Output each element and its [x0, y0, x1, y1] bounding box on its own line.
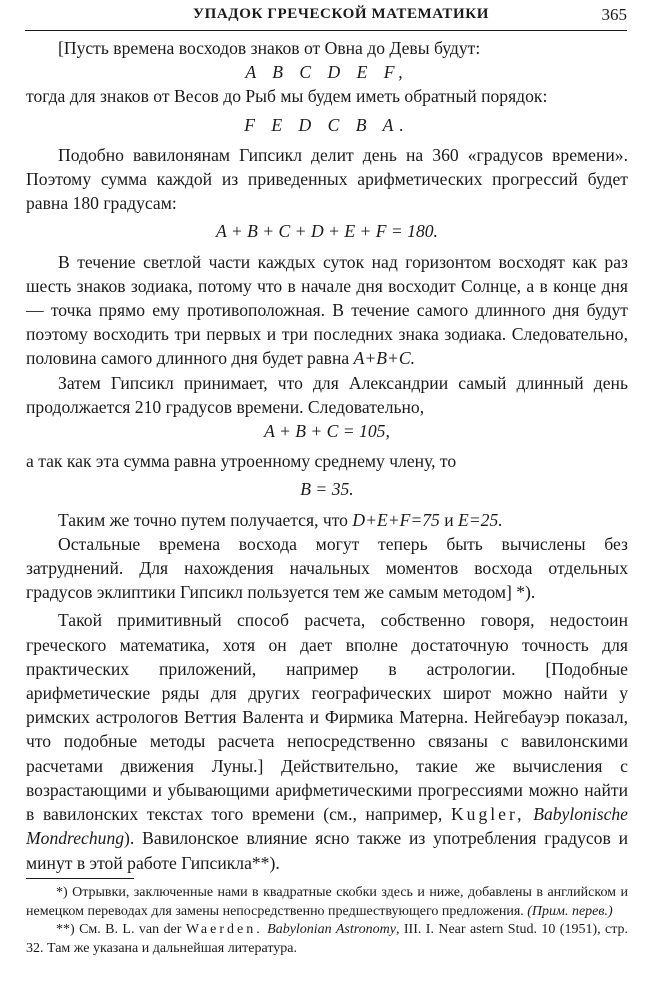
header-rule — [25, 30, 627, 31]
footnote-2-text: **) См. B. L. van der — [56, 922, 182, 938]
running-title: УПАДОК ГРЕЧЕСКОЙ МАТЕМАТИКИ — [193, 6, 490, 22]
footnote-2-title: Babylonian Astronomy — [267, 922, 396, 938]
paragraph-7-formula-1: D+E+F=75 — [352, 509, 440, 530]
footnote-2 — [26, 921, 628, 958]
paragraph-7 — [26, 508, 628, 532]
paragraph-4 — [26, 250, 628, 371]
footnote-1-text: *) Отрывки, заключенные нами в квадратные скобки здесь и ниже, добавлены в английском и немецком переводах для замены непосредственно предшествующего предложения. — [26, 885, 628, 919]
paragraph-7-and: и — [444, 509, 454, 530]
paragraph-2: тогда для знаков от Весов до Рыб мы будем иметь обратный порядок: — [26, 86, 548, 107]
footnote-2-author: Waerden. — [185, 922, 263, 938]
footnote-1 — [26, 884, 628, 921]
footnote-1-note: (Прим. перев.) — [527, 903, 613, 919]
paragraph-6: а так как эта сумма равна утроенному среднему члену, то — [26, 451, 457, 472]
paragraph-9-title: Babylonische Mondrechung — [26, 804, 628, 849]
formula-sequence-forward: A B C D E F, — [245, 62, 409, 83]
paragraph-9-end: ). Вавилонское влияние ясно также из употребления градусов и минут в этой работе Гипсикла**). — [26, 828, 628, 873]
page-header — [0, 4, 645, 28]
paragraph-4-text: В течение светлой части каждых суток над горизонтом восходят как раз шесть знаков зодиака, потому что в начале дня восходит Солнце, а в конце дня — точка прямо ему противоположная. В течение самого длинного дня будут поэтому восходить три первых и три последних знака зодиака. Следовательно, половина самого длинного дня будет равна — [26, 251, 628, 369]
main-text — [26, 36, 628, 875]
paragraph-1: [Пусть времена восходов знаков от Овна до Девы будут: — [58, 38, 481, 58]
paragraph-4-formula: A+B+C. — [353, 348, 415, 369]
paragraph-9 — [26, 608, 628, 874]
paragraph-3: Подобно вавилонянам Гипсикл делит день на 360 «градусов времени». Поэтому сумма каждой из приведенных арифметических прогрессий будет равна 180 градусам: — [26, 144, 628, 214]
formula-sequence-reverse: F E D C B A. — [244, 114, 410, 135]
footnote-rule — [26, 878, 134, 879]
footnotes — [26, 884, 628, 958]
page-number: 365 — [601, 5, 627, 24]
paragraph-7-formula-2: E=25. — [458, 509, 503, 530]
paragraph-9-text: Такой примитивный способ расчета, собственно говоря, недостоин греческого математика, хотя он дает вполне достаточную точность для практических приложений, например в астрологии. [Подобные арифметические ряды для других географических широт можно найти у римских астрологов Веттия Валента и Фирмика Матерна. Нейгебауэр показал, что подобные методы расчета непосредственно связаны с вавилонскими расчетами движения Луны.] Действительно, такие же вычисления с возрастающими и убывающими арифметическими прогрессиями можно найти в вавилонских текстах того времени (см., например, — [26, 610, 628, 825]
paragraph-7-text: Таким же точно путем получается, что — [58, 509, 348, 530]
paragraph-5: Затем Гипсикл принимает, что для Александрии самый длинный день продолжается 210 градусов времени. Следовательно, — [26, 372, 628, 417]
footnote-2-end: , III. I. Near astern Stud. 10 (1951), стр. 32. Там же указана и дальнейшая литература. — [26, 922, 629, 956]
paragraph-9-author: Kugler, — [450, 804, 525, 825]
formula-b-35: B = 35. — [300, 479, 354, 500]
formula-sum-180: A + B + C + D + E + F = 180. — [216, 221, 438, 242]
paragraph-8: Остальные времена восхода могут теперь быть вычислены без затруднений. Для нахождения начальных моментов восхода отдельных градусов эклиптики Гипсикл пользуется тем же самым методом] *). — [26, 533, 628, 603]
formula-sum-105: A + B + C = 105, — [264, 421, 390, 442]
